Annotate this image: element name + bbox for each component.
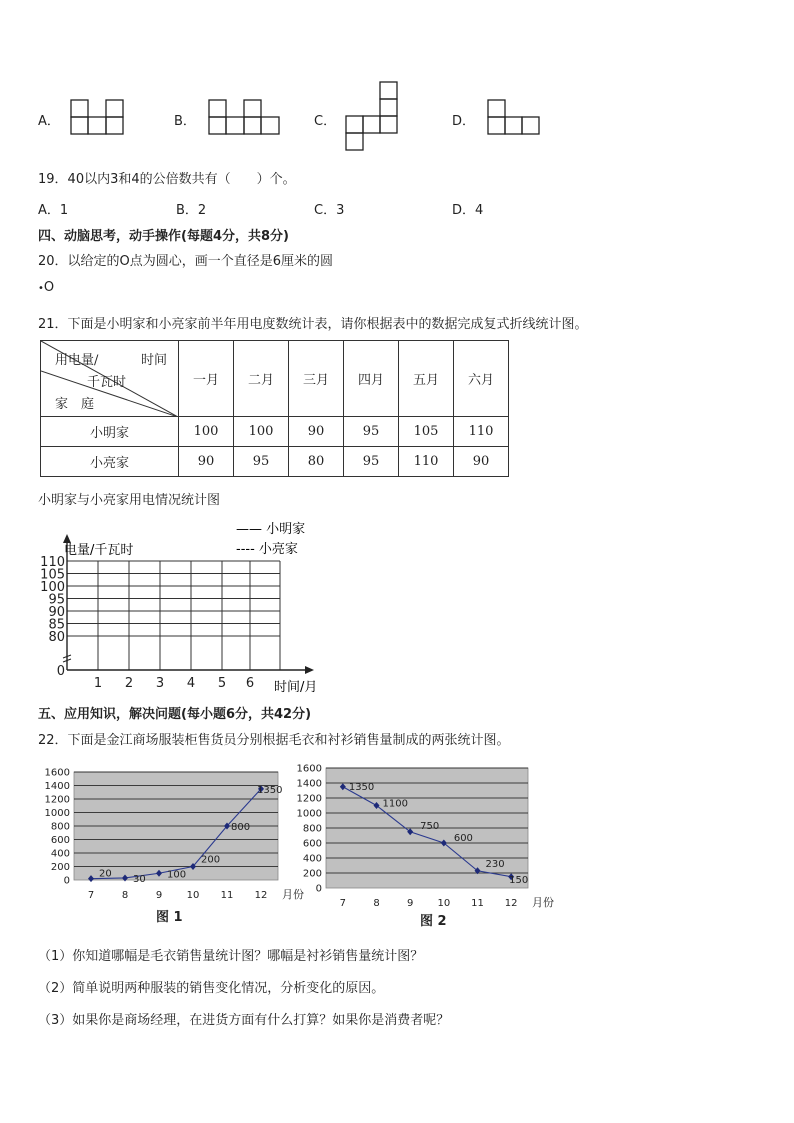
data-label: 200	[201, 854, 221, 866]
net-shape-a-icon	[70, 98, 126, 136]
table-corner-header	[41, 341, 179, 417]
q19-option-b: B．2	[176, 203, 207, 218]
table-cell: 95	[344, 447, 399, 477]
y-axis-label: 电量/千瓦时	[64, 543, 134, 558]
y-tick-label: 800	[50, 821, 70, 833]
section-4-title: 四、动脑思考，动手操作(每题4分，共8分)	[38, 229, 289, 244]
y-tick-label: 1600	[296, 763, 322, 775]
y-tick-label: 0	[315, 883, 322, 895]
month-header: 四月	[344, 341, 399, 417]
option-c-letter: C．	[314, 114, 337, 129]
y-tick-label: 1600	[44, 767, 70, 779]
month-header: 三月	[289, 341, 344, 417]
data-label: 150	[509, 874, 529, 886]
x-tick-label: 6	[245, 676, 255, 691]
y-tick-label: 600	[302, 838, 322, 850]
y-tick-label: 90	[48, 605, 65, 620]
table-row	[41, 447, 509, 477]
month-header: 一月	[179, 341, 234, 417]
table-cell: 90	[179, 447, 234, 477]
q21-chart-title: 小明家与小亮家用电情况统计图	[38, 493, 221, 508]
x-tick-label: 5	[217, 676, 227, 691]
net-shape-d-icon	[486, 98, 542, 136]
x-tick-label: 2	[124, 676, 134, 691]
y-tick-label: 600	[50, 835, 70, 846]
corner-label-unit: 千瓦时	[87, 375, 127, 390]
fig2-caption: 图 2	[420, 914, 447, 929]
y-tick-label: 800	[302, 823, 322, 835]
x-tick-label: 10	[437, 898, 451, 909]
q20-text: 20．以给定的O点为圆心，画一个直径是6厘米的圆	[38, 254, 334, 269]
corner-label-time: 时间	[141, 353, 168, 368]
q21-text: 21．下面是小明家和小亮家前半年用电度数统计表，请你根据表中的数据完成复式折线统计图。	[38, 317, 588, 332]
section-5-title: 五、应用知识，解决问题(每小题6分，共42分)	[38, 707, 312, 722]
x-tick-label: 7	[339, 898, 347, 909]
fig1-line-chart	[30, 758, 310, 928]
x-tick-label: 11	[471, 898, 484, 909]
table-cell: 90	[289, 417, 344, 447]
option-d-letter: D．	[452, 114, 476, 129]
x-tick-label: 8	[373, 898, 380, 909]
legend-xiaoliang: ---- 小亮家	[236, 542, 298, 557]
option-b-letter: B．	[174, 114, 196, 129]
x-axis-unit: 月份	[532, 896, 554, 909]
data-label: 100	[167, 869, 187, 881]
corner-label-family: 家 庭	[55, 397, 95, 412]
y-tick-label: 85	[48, 617, 65, 633]
q22-subquestion-2: （2）简单说明两种服装的销售变化情况，分析变化的原因。	[38, 981, 385, 996]
table-cell: 95	[344, 417, 399, 447]
q19-option-a: A．1	[38, 203, 69, 218]
table-cell: 110	[399, 447, 454, 477]
y-tick-label: 1400	[296, 778, 322, 790]
y-tick-label: 110	[40, 555, 65, 570]
month-header: 五月	[399, 341, 454, 417]
table-cell: 110	[454, 417, 509, 447]
x-tick-label: 10	[186, 890, 200, 901]
x-tick-label: 8	[121, 890, 129, 901]
y-tick-label: 400	[302, 853, 322, 865]
net-shape-b-icon	[207, 98, 283, 136]
q22-subquestion-1: （1）你知道哪幅是毛衣销售量统计图？哪幅是衬衫销售量统计图？	[38, 949, 424, 964]
table-row	[41, 417, 509, 447]
q22-subquestion-3: （3）如果你是商场经理，在进货方面有什么打算？如果你是消费者呢？	[38, 1013, 450, 1028]
y-tick-label: 0	[63, 875, 70, 887]
y-tick-label: 1000	[44, 808, 70, 819]
option-a-letter: A．	[38, 114, 60, 129]
y-tick-label: 105	[40, 567, 65, 583]
y-tick-label: 95	[48, 592, 65, 608]
x-tick-label: 3	[155, 676, 165, 691]
q19-option-c: C．3	[314, 203, 345, 218]
q19-text: 19．40以内3和4的公倍数共有（ ）个。	[38, 172, 296, 187]
x-axis-arrow-icon	[305, 666, 314, 674]
row-name: 小亮家	[41, 447, 179, 477]
data-label: 750	[420, 820, 440, 832]
y-tick-label: 1400	[44, 781, 70, 792]
month-header: 六月	[454, 341, 509, 417]
table-cell: 105	[399, 417, 454, 447]
q22-text: 22．下面是金江商场服装柜售货员分别根据毛衣和衬衫销售量制成的两张统计图。	[38, 733, 510, 748]
x-tick-label: 4	[186, 676, 196, 691]
table-cell: 100	[234, 417, 289, 447]
table-cell: 95	[234, 447, 289, 477]
data-label: 20	[99, 868, 112, 880]
table-cell: 90	[454, 447, 509, 477]
x-tick-label: 9	[155, 890, 163, 901]
q20-point-o: •O	[38, 280, 55, 295]
fig1-caption: 图 1	[156, 910, 183, 925]
table-cell: 100	[179, 417, 234, 447]
y-axis-arrow-icon	[63, 534, 71, 543]
q21-blank-grid-chart	[30, 515, 350, 695]
x-tick-label: 1	[93, 676, 103, 691]
fig2-line-chart	[290, 758, 560, 928]
electricity-table	[40, 340, 509, 477]
q19-option-d: D．4	[452, 203, 484, 218]
x-tick-label: 11	[220, 890, 234, 901]
x-tick-label: 7	[87, 890, 95, 901]
x-tick-label: 12	[504, 898, 518, 909]
y-tick-label: 80	[48, 630, 65, 645]
data-label: 800	[231, 822, 251, 833]
y-tick-label: 400	[50, 848, 70, 860]
corner-label-usage: 用电量/	[55, 353, 99, 368]
y-tick-label: 100	[40, 580, 65, 595]
y-tick-label: 200	[302, 868, 322, 880]
data-label: 1350	[257, 784, 283, 796]
net-shape-c-icon	[344, 80, 400, 152]
data-label: 1100	[382, 798, 408, 810]
x-axis-label: 时间/月	[274, 680, 318, 695]
y-tick-label: 200	[50, 862, 70, 873]
x-tick-label: 12	[254, 890, 268, 901]
y-tick-label: 1200	[44, 794, 70, 806]
y-tick-label: 1200	[296, 793, 322, 805]
data-label: 30	[133, 873, 146, 885]
q20-point-label: O	[43, 280, 55, 295]
row-name: 小明家	[41, 417, 179, 447]
data-label: 1350	[348, 781, 375, 793]
y-tick-label: 0	[56, 664, 65, 679]
x-axis-unit: 月份	[282, 888, 304, 901]
data-label: 230	[485, 858, 505, 870]
month-header: 二月	[234, 341, 289, 417]
table-cell: 80	[289, 447, 344, 477]
data-label: 600	[453, 833, 473, 844]
legend-xiaoming: —— 小明家	[236, 522, 306, 537]
x-tick-label: 9	[406, 898, 414, 909]
y-tick-label: 1000	[296, 808, 322, 820]
